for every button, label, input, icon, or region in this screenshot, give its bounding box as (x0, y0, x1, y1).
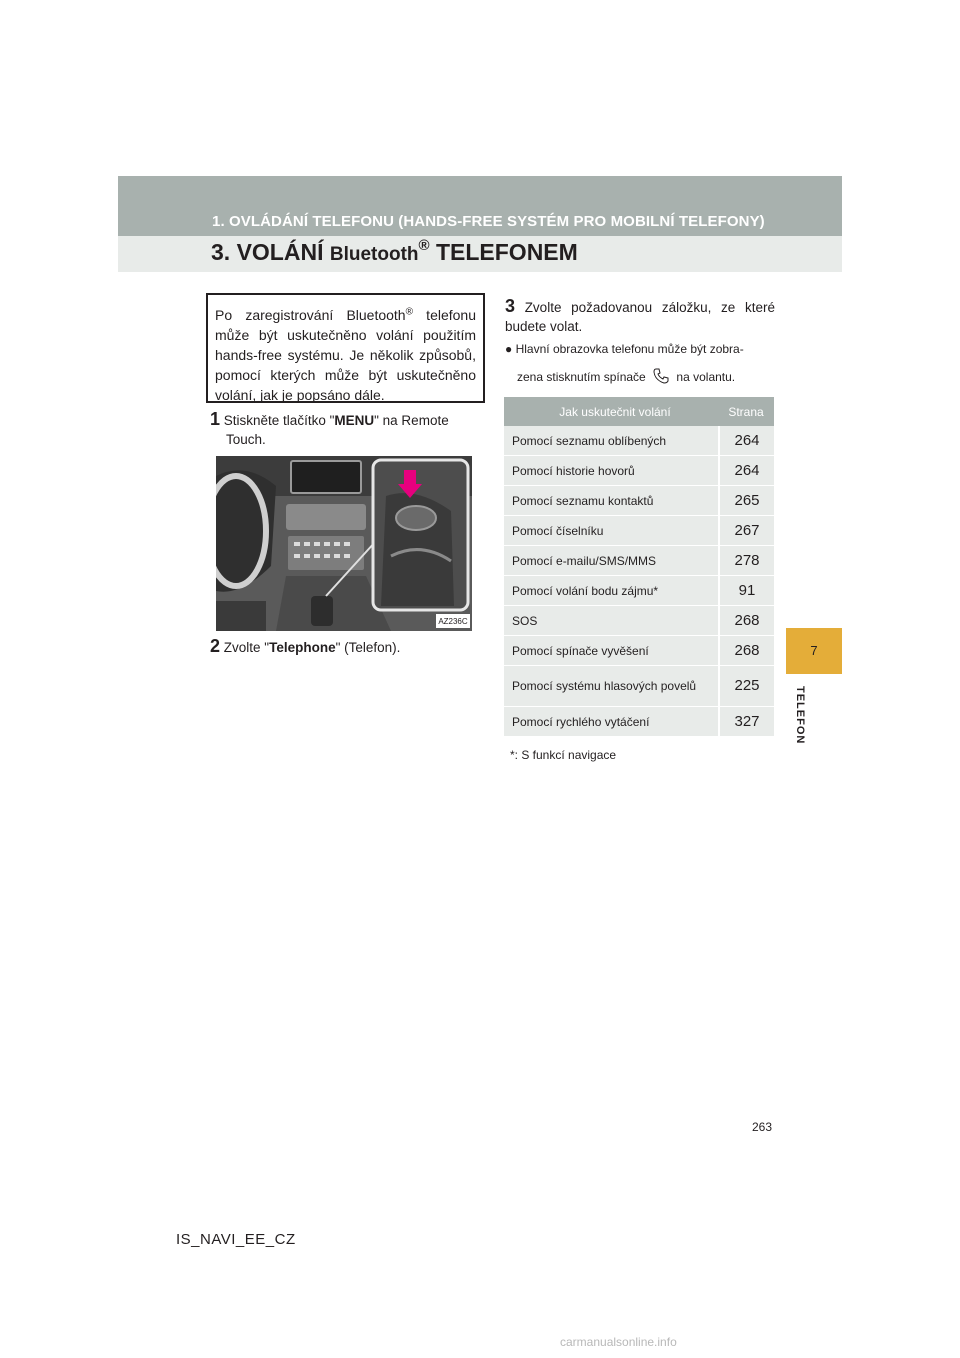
step-3-number: 3 (505, 296, 516, 316)
intro-text-before: Po zaregistrování Bluetooth (215, 307, 406, 323)
table-cell-method: Pomocí historie hovorů (504, 456, 718, 486)
table-cell-page: 265 (718, 486, 774, 516)
title-part1: 3. VOLÁNÍ (211, 239, 330, 265)
title-registered-mark: ® (418, 237, 430, 254)
table-cell-page: 264 (718, 456, 774, 486)
table-cell-method: Pomocí rychlého vytáčení (504, 707, 718, 737)
chapter-number: 7 (810, 643, 818, 658)
table-cell-method: Pomocí seznamu kontaktů (504, 486, 718, 516)
phone-icon (653, 368, 669, 389)
step-1-key: MENU (334, 413, 375, 428)
table-cell-page: 278 (718, 546, 774, 576)
table-cell-method: Pomocí e-mailu/SMS/MMS (504, 546, 718, 576)
remote-touch-photo (216, 456, 472, 631)
step-1-number: 1 (210, 409, 221, 429)
table-cell-page: 268 (718, 636, 774, 666)
table-cell-method: Pomocí systému hlasových povelů (504, 666, 718, 707)
intro-text-after: telefonu může být uskutečněno volání použitím hands-free systému. Je několik způsobů, pomocí kterých může být uskutečněno volání, jak je popsáno dále. (215, 307, 476, 403)
table-cell-page: 267 (718, 516, 774, 546)
bullet-line1: Hlavní obrazovka telefonu může být zobra- (515, 342, 744, 356)
page-number: 263 (751, 1120, 772, 1134)
step-2 (210, 637, 482, 657)
table-header-page: Strana (718, 397, 774, 426)
table-cell-method: Pomocí číselníku (504, 516, 718, 546)
table-row (504, 576, 774, 606)
bullet-line2 (505, 368, 775, 389)
table-cell-page: 225 (718, 666, 774, 707)
step-1-post: " na Remote (374, 413, 449, 428)
chapter-name: TELEFON (794, 686, 806, 745)
step-1-continuation: Touch. (226, 432, 266, 447)
table-cell-page: 91 (718, 576, 774, 606)
title-bluetooth: Bluetooth (329, 244, 419, 265)
car-interior-illustration (216, 456, 472, 631)
table-row (504, 516, 774, 546)
document-code: IS_NAVI_EE_CZ (176, 1231, 296, 1248)
table-row (504, 486, 774, 516)
intro-box (206, 293, 485, 403)
step-3-text: Zvolte požadovanou záložku, ze které budete volat. (505, 300, 775, 334)
table-header-row (504, 397, 774, 426)
call-methods-table (504, 397, 774, 737)
table-header-method: Jak uskutečnit volání (504, 397, 718, 426)
table-row (504, 606, 774, 636)
table-cell-page: 327 (718, 707, 774, 737)
table-cell-method: SOS (504, 606, 718, 636)
table-row (504, 666, 774, 707)
step-1 (210, 410, 482, 449)
step-2-number: 2 (210, 636, 221, 656)
table-cell-method: Pomocí seznamu oblíbených (504, 426, 718, 456)
title-part2: TELEFONEM (429, 239, 578, 265)
image-code: AZ236C (438, 617, 468, 626)
bullet-symbol: ● (505, 342, 513, 356)
intro-registered-mark: ® (405, 306, 413, 318)
table-row (504, 546, 774, 576)
bullet-line2-post: na volantu. (676, 370, 736, 384)
bullet-line2-pre: zena stisknutím spínače (517, 370, 646, 384)
footnote: *: S funkcí navigace (510, 748, 617, 762)
table-cell-method: Pomocí volání bodu zájmu* (504, 576, 718, 606)
step-2-post: " (Telefon). (335, 640, 401, 655)
table-row (504, 636, 774, 666)
table-row (504, 426, 774, 456)
step-1-pre: Stiskněte tlačítko " (223, 413, 335, 428)
table-row (504, 707, 774, 737)
section-label: 1. OVLÁDÁNÍ TELEFONU (HANDS-FREE SYSTÉM PRO MOBILNÍ TELEFONY) (212, 213, 765, 230)
watermark: carmanualsonline.info (560, 1335, 677, 1349)
page-title (211, 239, 578, 266)
table-row (504, 456, 774, 486)
step-2-pre: Zvolte " (223, 640, 270, 655)
table-cell-method: Pomocí spínače vyvěšení (504, 636, 718, 666)
table-cell-page: 264 (718, 426, 774, 456)
step-3 (505, 297, 775, 336)
bullet-note (505, 340, 775, 389)
step-2-key: Telephone (269, 640, 336, 655)
table-cell-page: 268 (718, 606, 774, 636)
